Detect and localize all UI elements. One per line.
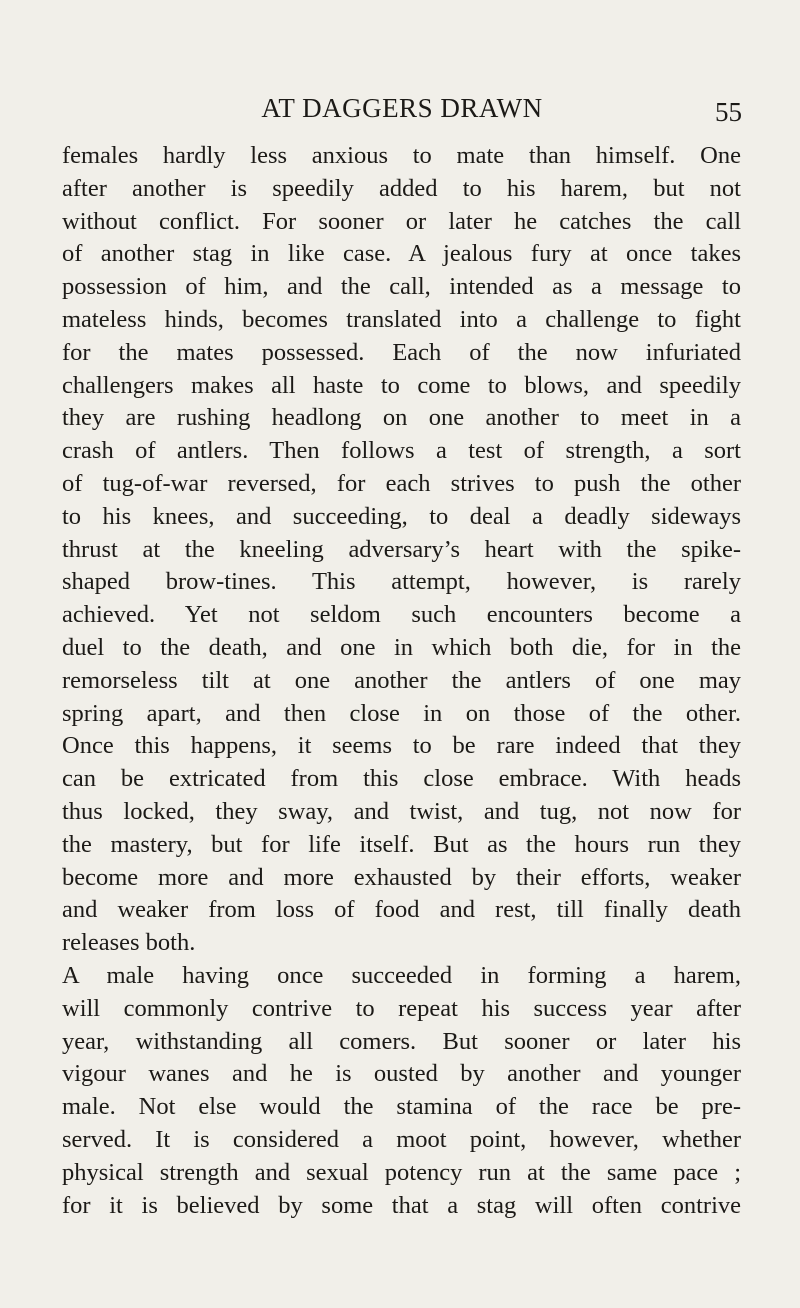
page-number: 55 xyxy=(715,97,742,127)
text-line: releases both. xyxy=(62,929,196,957)
text-line: females hardly less anxious to mate than himself. One xyxy=(62,142,741,169)
text-line: they are rushing headlong on one another to meet in a xyxy=(62,404,741,432)
text-line: physical strength and sexual potency run at the same pace ; xyxy=(62,1158,741,1186)
text-line: challengers makes all haste to come to blows, and speedily xyxy=(62,371,741,399)
text-line: A male having once succeeded in forming a harem, xyxy=(62,961,741,989)
text-line: can be extricated from this close embrace. With heads xyxy=(62,765,741,793)
text-line: Once this happens, it seems to be rare indeed that they xyxy=(62,732,741,760)
text-line: possession of him, and the call, intended as a message to xyxy=(62,273,741,301)
running-title: AT DAGGERS DRAWN xyxy=(261,93,543,123)
text-line: will commonly contrive to repeat his success year after xyxy=(62,994,741,1022)
text-line: shaped brow-tines. This attempt, however, is rarely xyxy=(62,568,741,596)
text-line: duel to the death, and one in which both die, for in the xyxy=(62,633,741,661)
text-line: to his knees, and succeeding, to deal a deadly sideways xyxy=(62,502,741,530)
text-line: for it is believed by some that a stag will often contrive xyxy=(62,1191,741,1219)
text-line: spring apart, and then close in on those of the other. xyxy=(62,699,741,727)
text-line: thrust at the kneeling adversary’s heart with the spike- xyxy=(62,535,741,563)
text-line: remorseless tilt at one another the antlers of one may xyxy=(62,666,741,694)
text-line: without conflict. For sooner or later he catches the call xyxy=(62,207,741,235)
text-line: thus locked, they sway, and twist, and tug, not now for xyxy=(62,797,741,825)
text-line: become more and more exhausted by their efforts, weaker xyxy=(62,863,741,891)
text-line: vigour wanes and he is ousted by another and younger xyxy=(62,1060,741,1088)
text-line: for the mates possessed. Each of the now infuriated xyxy=(62,338,741,366)
text-line: year, withstanding all comers. But sooner or later his xyxy=(62,1027,741,1055)
text-line: of tug-of-war reversed, for each strives to push the other xyxy=(62,469,741,497)
text-line: served. It is considered a moot point, however, whether xyxy=(62,1125,741,1153)
text-line: after another is speedily added to his harem, but not xyxy=(62,174,741,202)
text-line: of another stag in like case. A jealous fury at once takes xyxy=(62,240,741,268)
text-line: the mastery, but for life itself. But as the hours run they xyxy=(62,830,741,858)
text-line: mateless hinds, becomes translated into a challenge to fight xyxy=(62,305,741,333)
body-text xyxy=(62,140,741,1222)
running-head xyxy=(62,88,742,128)
text-line: achieved. Yet not seldom such encounters become a xyxy=(62,601,741,629)
text-line: male. Not else would the stamina of the race be pre- xyxy=(62,1093,741,1121)
text-line: and weaker from loss of food and rest, till finally death xyxy=(62,896,741,924)
text-line: crash of antlers. Then follows a test of strength, a sort xyxy=(62,437,741,465)
